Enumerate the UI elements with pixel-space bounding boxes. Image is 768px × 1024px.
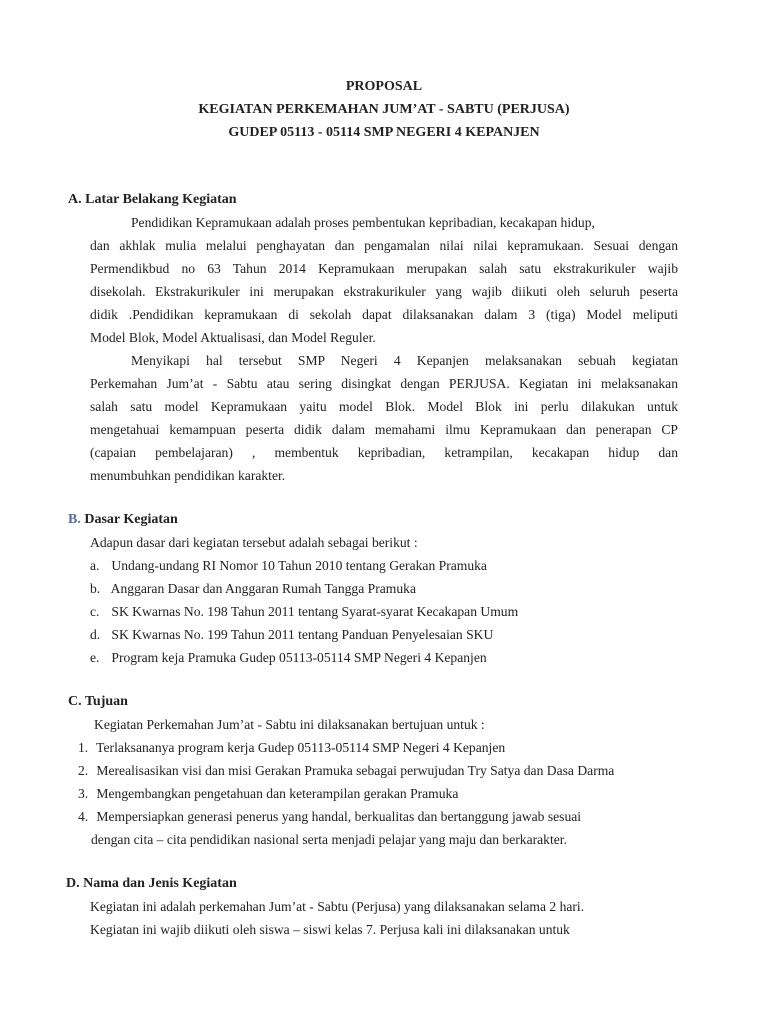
section-d-title: Nama dan Jenis Kegiatan bbox=[83, 876, 237, 891]
section-a-line: Menyikapi hal tersebut SMP Negeri 4 Kepanjen melaksanakan sebuah kegiatan bbox=[131, 353, 678, 368]
list-item-text: SK Kwarnas No. 199 Tahun 2011 tentang Panduan Penyelesaian SKU bbox=[111, 627, 494, 642]
section-a-title: Latar Belakang Kegiatan bbox=[85, 192, 237, 207]
title-gudep: GUDEP 05113 - 05114 SMP NEGERI 4 KEPANJEN bbox=[228, 125, 540, 140]
section-a-line: menumbuhkan pendidikan karakter. bbox=[90, 468, 286, 483]
list-item bbox=[78, 764, 614, 778]
title-proposal: PROPOSAL bbox=[345, 79, 423, 94]
list-item bbox=[78, 741, 505, 755]
list-item bbox=[90, 559, 487, 573]
list-item-text: Mengembangkan pengetahuan dan keterampilan gerakan Pramuka bbox=[96, 786, 459, 801]
section-a-line: didik .Pendidikan kepramukaan di sekolah dapat dilaksanakan dalam 3 (tiga) Model meliputi bbox=[90, 307, 678, 322]
list-marker: 4. bbox=[78, 809, 89, 824]
section-d-heading bbox=[66, 877, 237, 891]
list-item bbox=[90, 628, 493, 642]
list-marker: 3. bbox=[78, 786, 89, 801]
section-b-letter: B. bbox=[68, 512, 81, 527]
section-a-line: Model Blok, Model Aktualisasi, dan Model Reguler. bbox=[90, 330, 376, 345]
list-marker: e. bbox=[90, 650, 100, 665]
list-item bbox=[90, 582, 416, 596]
list-item-text: Undang-undang RI Nomor 10 Tahun 2010 tentang Gerakan Pramuka bbox=[111, 558, 487, 573]
section-b-heading bbox=[68, 513, 178, 527]
section-a-line: dan akhlak mulia melalui penghayatan dan pengamalan nilai nilai kepramukaan. Sesuai dengan bbox=[90, 238, 678, 253]
section-c-letter: C. bbox=[68, 694, 82, 709]
list-item-text: Merealisasikan visi dan misi Gerakan Pramuka sebagai perwujudan Try Satya dan Dasa Darma bbox=[96, 763, 615, 778]
section-a-line: Perkemahan Jum’at - Sabtu atau sering disingkat dengan PERJUSA. Kegiatan ini melaksanakan bbox=[90, 376, 678, 391]
section-a-line: disekolah. Ekstrakurikuler ini merupakan ekstrakurikuler yang wajib diikuti oleh seluruh peserta bbox=[90, 284, 678, 299]
list-item bbox=[78, 787, 458, 801]
list-item-text: Terlaksananya program kerja Gudep 05113-05114 SMP Negeri 4 Kepanjen bbox=[96, 740, 506, 755]
section-c-heading bbox=[68, 695, 128, 709]
list-item bbox=[90, 605, 518, 619]
list-marker: d. bbox=[90, 627, 101, 642]
list-marker: 1. bbox=[78, 740, 89, 755]
list-item bbox=[90, 651, 487, 665]
section-a-line: salah satu model Kepramukaan yaitu model Blok. Model Blok ini perlu dilakukan untuk bbox=[90, 399, 678, 414]
section-a-line: (capaian pembelajaran) , membentuk kepribadian, ketrampilan, kecakapan hidup dan bbox=[90, 445, 678, 460]
section-a-heading bbox=[68, 193, 237, 207]
section-d-line: Kegiatan ini wajib diikuti oleh siswa – siswi kelas 7. Perjusa kali ini dilaksanakan untuk bbox=[90, 922, 570, 937]
list-item-text: SK Kwarnas No. 198 Tahun 2011 tentang Syarat-syarat Kecakapan Umum bbox=[111, 604, 519, 619]
list-marker: c. bbox=[90, 604, 100, 619]
list-marker: b. bbox=[90, 581, 101, 596]
list-item-continuation: dengan cita – cita pendidikan nasional serta menjadi pelajar yang maju dan berkarakter. bbox=[91, 832, 567, 847]
list-item-text: Program keja Pramuka Gudep 05113-05114 SMP Negeri 4 Kepanjen bbox=[111, 650, 487, 665]
section-b-title: Dasar Kegiatan bbox=[84, 512, 178, 527]
list-marker: 2. bbox=[78, 763, 89, 778]
section-a-letter: A. bbox=[68, 192, 82, 207]
list-marker: a. bbox=[90, 558, 100, 573]
section-a-line: Pendidikan Kepramukaan adalah proses pembentukan kepribadian, kecakapan hidup, bbox=[131, 215, 595, 230]
section-a-line: Permendikbud no 63 Tahun 2014 Kepramukaan merupakan salah satu ekstrakurikuler wajib bbox=[90, 261, 678, 276]
title-activity: KEGIATAN PERKEMAHAN JUM’AT - SABTU (PERJUSA) bbox=[198, 102, 570, 117]
list-item-text: Mempersiapkan generasi penerus yang handal, berkualitas dan bertanggung jawab sesuai bbox=[96, 809, 582, 824]
section-d-letter: D. bbox=[66, 876, 80, 891]
list-item bbox=[78, 810, 581, 824]
list-item-text: Anggaran Dasar dan Anggaran Rumah Tangga Pramuka bbox=[110, 581, 416, 596]
section-b-intro: Adapun dasar dari kegiatan tersebut adalah sebagai berikut : bbox=[90, 535, 418, 550]
section-a-line: mengetahuai kemampuan peserta didik dalam memahami ilmu Kepramukaan dan penerapan CP bbox=[90, 422, 678, 437]
section-c-intro: Kegiatan Perkemahan Jum’at - Sabtu ini dilaksanakan bertujuan untuk : bbox=[94, 717, 485, 732]
section-c-title: Tujuan bbox=[84, 694, 128, 709]
section-d-line: Kegiatan ini adalah perkemahan Jum’at - Sabtu (Perjusa) yang dilaksanakan selama 2 hari. bbox=[90, 899, 585, 914]
